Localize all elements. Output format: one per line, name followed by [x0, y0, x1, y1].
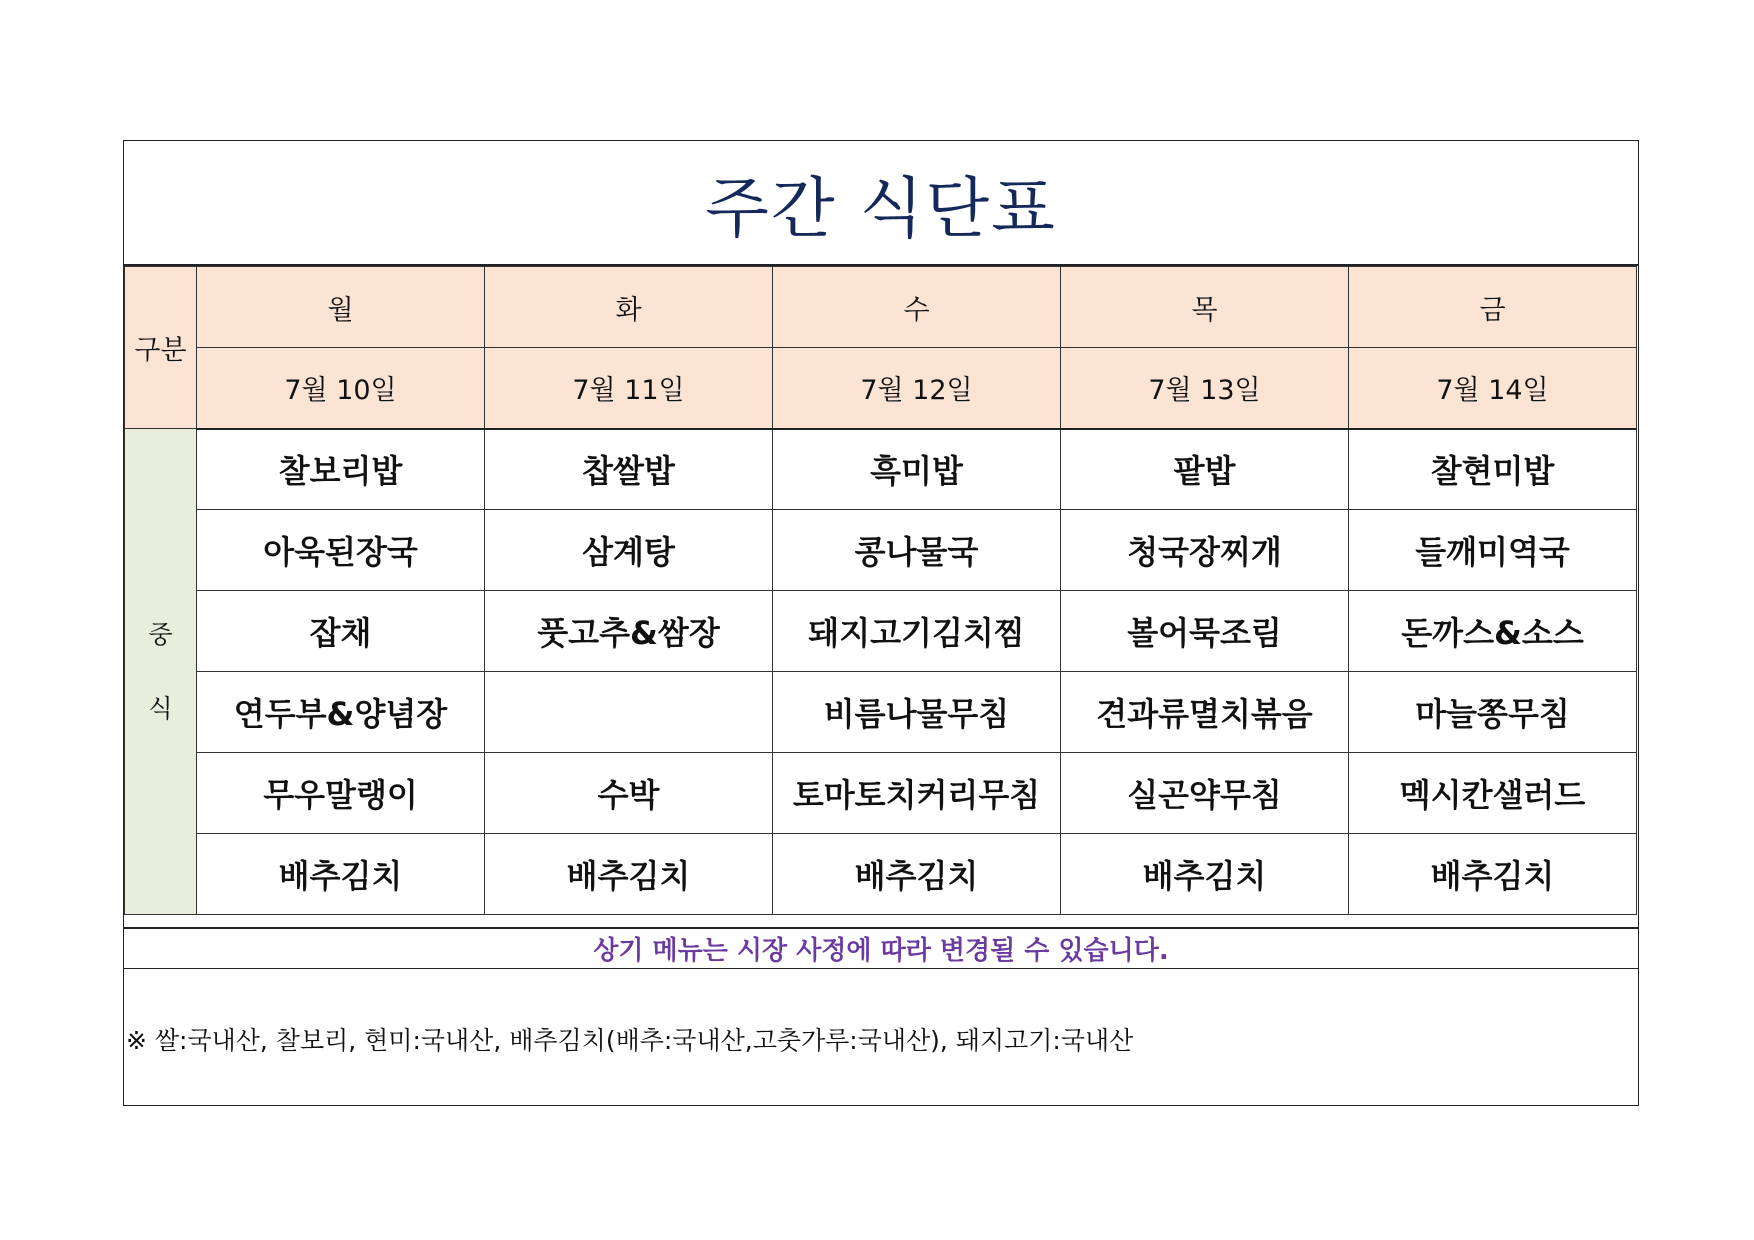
day-cell: 월: [197, 267, 485, 348]
dish-cell: 배추김치: [1061, 834, 1349, 915]
page-title: 주간 식단표: [124, 141, 1638, 266]
dish-cell: 청국장찌개: [1061, 510, 1349, 591]
menu-row: [125, 834, 1637, 915]
dish-cell: 삼계탕: [485, 510, 773, 591]
dish-cell: 찰현미밥: [1349, 429, 1637, 510]
date-cell: 7월 11일: [485, 348, 773, 429]
day-cell: 수: [773, 267, 1061, 348]
menu-table: [124, 266, 1637, 915]
dish-cell: 콩나물국: [773, 510, 1061, 591]
menu-row: [125, 591, 1637, 672]
date-row: [125, 348, 1637, 429]
menu-row: [125, 753, 1637, 834]
dish-cell: 연두부&양념장: [197, 672, 485, 753]
dish-cell: 들깨미역국: [1349, 510, 1637, 591]
dish-cell: 실곤약무침: [1061, 753, 1349, 834]
menu-sheet: [123, 140, 1639, 1106]
dish-cell: 흑미밥: [773, 429, 1061, 510]
day-row: [125, 267, 1637, 348]
dish-cell: 멕시칸샐러드: [1349, 753, 1637, 834]
dish-cell: 무우말랭이: [197, 753, 485, 834]
dish-cell: 토마토치커리무침: [773, 753, 1061, 834]
dish-cell: 돈까스&소스: [1349, 591, 1637, 672]
day-cell: 금: [1349, 267, 1637, 348]
date-cell: 7월 10일: [197, 348, 485, 429]
dish-cell: 배추김치: [773, 834, 1061, 915]
date-cell: 7월 14일: [1349, 348, 1637, 429]
dish-cell: 잡채: [197, 591, 485, 672]
dish-cell: 견과류멸치볶음: [1061, 672, 1349, 753]
gubun-label: 구분: [125, 267, 197, 429]
dish-cell: 풋고추&쌈장: [485, 591, 773, 672]
date-cell: 7월 12일: [773, 348, 1061, 429]
dish-cell: 돼지고기김치찜: [773, 591, 1061, 672]
dish-cell: 마늘쫑무침: [1349, 672, 1637, 753]
menu-row: [125, 510, 1637, 591]
dish-cell: 아욱된장국: [197, 510, 485, 591]
lunch-label: 중식: [125, 429, 197, 915]
dish-cell: 찹쌀밥: [485, 429, 773, 510]
dish-cell: 찰보리밥: [197, 429, 485, 510]
dish-cell: 배추김치: [1349, 834, 1637, 915]
dish-cell: 팥밥: [1061, 429, 1349, 510]
dish-cell: 배추김치: [197, 834, 485, 915]
menu-row: [125, 672, 1637, 753]
origin-note: ※ 쌀:국내산, 찰보리, 현미:국내산, 배추김치(배추:국내산,고춧가루:국내산), 돼지고기:국내산: [126, 1026, 1134, 1055]
menu-row: [125, 429, 1637, 510]
day-cell: 화: [485, 267, 773, 348]
dish-cell: 비름나물무침: [773, 672, 1061, 753]
menu-change-notice: 상기 메뉴는 시장 사정에 따라 변경될 수 있습니다.: [124, 927, 1638, 969]
dish-cell: 배추김치: [485, 834, 773, 915]
day-cell: 목: [1061, 267, 1349, 348]
dish-cell: [485, 672, 773, 753]
dish-cell: 수박: [485, 753, 773, 834]
date-cell: 7월 13일: [1061, 348, 1349, 429]
dish-cell: 볼어묵조림: [1061, 591, 1349, 672]
